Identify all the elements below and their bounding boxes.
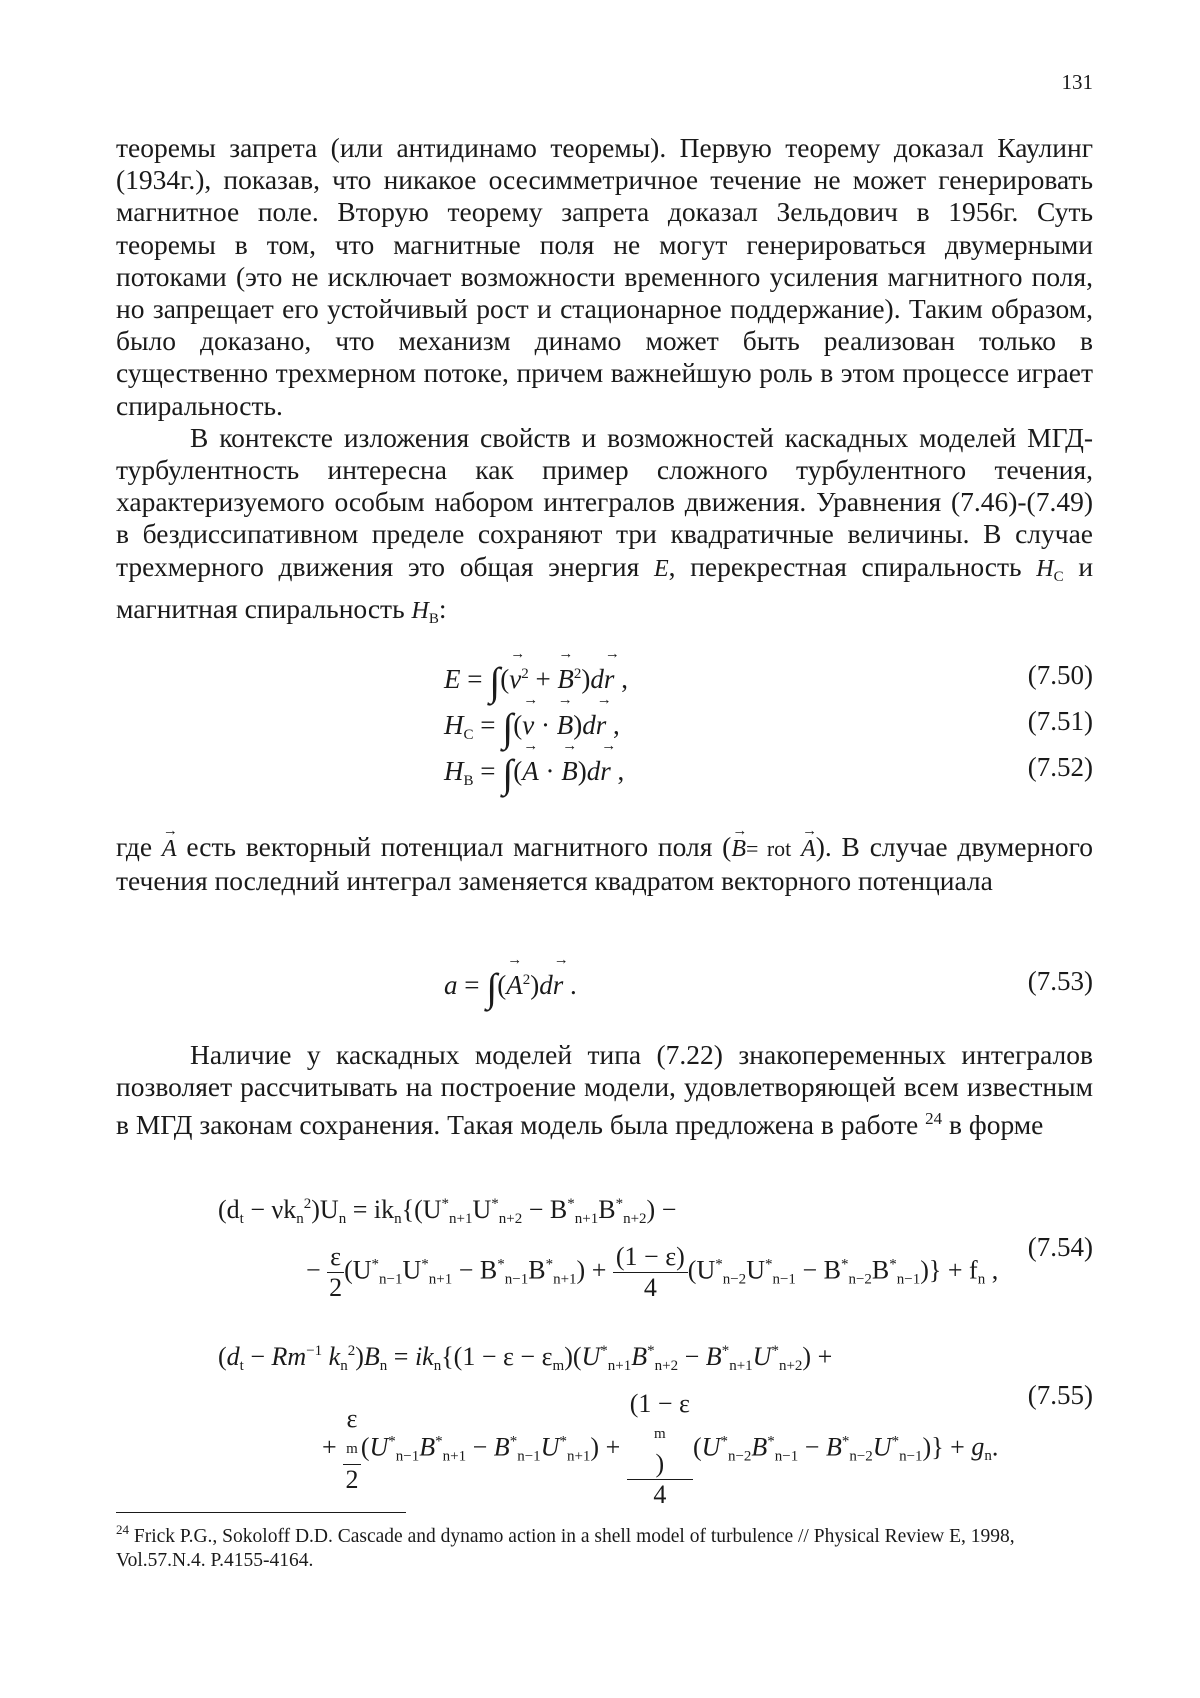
- paragraph-4: [116, 1039, 1093, 1142]
- equation-vector-potential: a = ∫(→ $A^2)d\to r$ .: [444, 964, 577, 1011]
- equation-number-7-52: (7.52): [1027, 752, 1093, 782]
- equation-cross-helicity: $H_C$ = ∫(→ v · → B)d→ r ,: [444, 704, 620, 751]
- paragraph-2-text-2: , перекрестная спиральность: [668, 550, 1022, 582]
- footnote: [116, 1518, 1096, 1573]
- symbol-A-2: → A: [801, 833, 816, 865]
- equation-7-55-line-2: + ε m 2 $(U^*_{n-1}B^*_{n+1} - B^*_{n-1}U^*_{n+1})$ + (1 − ε m ) 4 $(U^*_{n-2}B^*_{n-1} - B^*_{n-2}U^*_{n-1})\} + g_n$.: [322, 1389, 999, 1509]
- page-number: 131: [1061, 70, 1093, 94]
- paragraph-1: [116, 132, 1093, 635]
- symbol-B: → B: [731, 833, 746, 865]
- footnote-reference[interactable]: 24: [925, 1109, 943, 1129]
- paragraph-3-text-3: ). В случае двумерного течения последний интеграл заменяется квадратом векторного потенциала: [116, 831, 1093, 897]
- footnote-mark: 24: [116, 1522, 129, 1537]
- paragraph-3: [116, 831, 1093, 897]
- paragraph-2-colon: :: [438, 592, 447, 624]
- symbol-A: → A: [162, 833, 177, 865]
- paragraph-2-text: В контексте изложения свойств и возможностей каскадных моделей МГД-турбулентность интересна как пример сложного турбулентного течения, характеризуемого особым набором интегралов движения. Уравнения (7.46)-(7.49) в бездиссипативном пределе сохраняют три квадратичные величины. В случае трехмерного движения это общая энергия: [116, 421, 1093, 582]
- equation-7-54-line-1: $(d_t - \nu k_n^2)U_n = ik_n\{(U^*_{n+1}U^*_{n+2} - B^*_{n+1}B^*_{n+2})$ −: [218, 1195, 677, 1227]
- paragraph-3-text: где: [116, 831, 153, 862]
- equation-7-54-line-2: − $\frac{\varepsilon}{2}$ $(U^*_{n-1}U^*_{n+1} - B^*_{n-1}B^*_{n+1})$ + $\frac{(1 - \varepsilon)}{4}$ $(U^*_{n-2}U^*_{n-1} - B^*_{n-2}B^*_{n-1})\} + f_n$ ,: [306, 1242, 999, 1302]
- equation-number-7-54: (7.54): [1027, 1232, 1093, 1262]
- paragraph-3-text-2: есть векторный потенциал магнитного поля (: [186, 831, 732, 862]
- rot-operator: = rot: [746, 836, 792, 861]
- equation-magnetic-helicity: $H_B$ = ∫(→ A · → B)d→ r ,: [444, 750, 624, 797]
- equation-number-7-51: (7.51): [1027, 706, 1093, 736]
- symbol-HB: $H_B$: [411, 597, 439, 627]
- paragraph-4-text: Наличие у каскадных моделей типа (7.22) знакопеременных интегралов позволяет рассчитывать на построение модели, удовлетворяющей всем известным в МГД законам сохранения. Такая модель была предложена в работе: [116, 1039, 1093, 1141]
- paragraph-1-text: теоремы запрета (или антидинамо теоремы). Первую теорему доказал Каулинг (1934г.), показав, что никакое осесимметричное течение не может генерировать магнитное поле. Вторую теорему запрета доказал Зельдович в 1956г. Суть теоремы в том, что магнитные поля не могут генерироваться двумерными потоками (это не исключает возможности временного усиления магнитного поля, но запрещает его устойчивый рост и стационарное поддержание). Таким образом, было доказано, что механизм динамо может быть реализован только в существенно трехмерном потоке, причем важнейшую роль в этом процессе играет спиральность.: [116, 132, 1093, 421]
- footnote-divider: [116, 1512, 406, 1513]
- symbol-E: E: [653, 555, 669, 582]
- equation-number-7-55: (7.55): [1027, 1380, 1093, 1410]
- equation-7-55-line-1: ($d_t - Rm^{-1}$ $k_n^2)B_n = ik_n\{(1 - \varepsilon - \varepsilon_m)(U^*_{n+1}B^*_{n+2} - B^*_{n+1}U^*_{n+2})$ +: [218, 1342, 833, 1374]
- paragraph-2: [116, 422, 1093, 635]
- paragraph-4-text-2: в форме: [949, 1109, 1044, 1141]
- footnote-text: Frick P.G., Sokoloff D.D. Cascade and dynamo action in a shell model of turbulence // Physical Review E, 1998, Vol.57.N.4. P.4155-4164.: [116, 1526, 1015, 1571]
- equation-energy: E = ∫(→ $v^2$ + → $B^2)d\to r$ ,: [444, 658, 628, 705]
- equation-number-7-53: (7.53): [1027, 966, 1093, 996]
- paragraph-2-text-3: и магнитная спиральность: [116, 550, 1094, 624]
- equation-number-7-50: (7.50): [1027, 660, 1093, 690]
- symbol-HC: $H_C$: [1036, 555, 1064, 585]
